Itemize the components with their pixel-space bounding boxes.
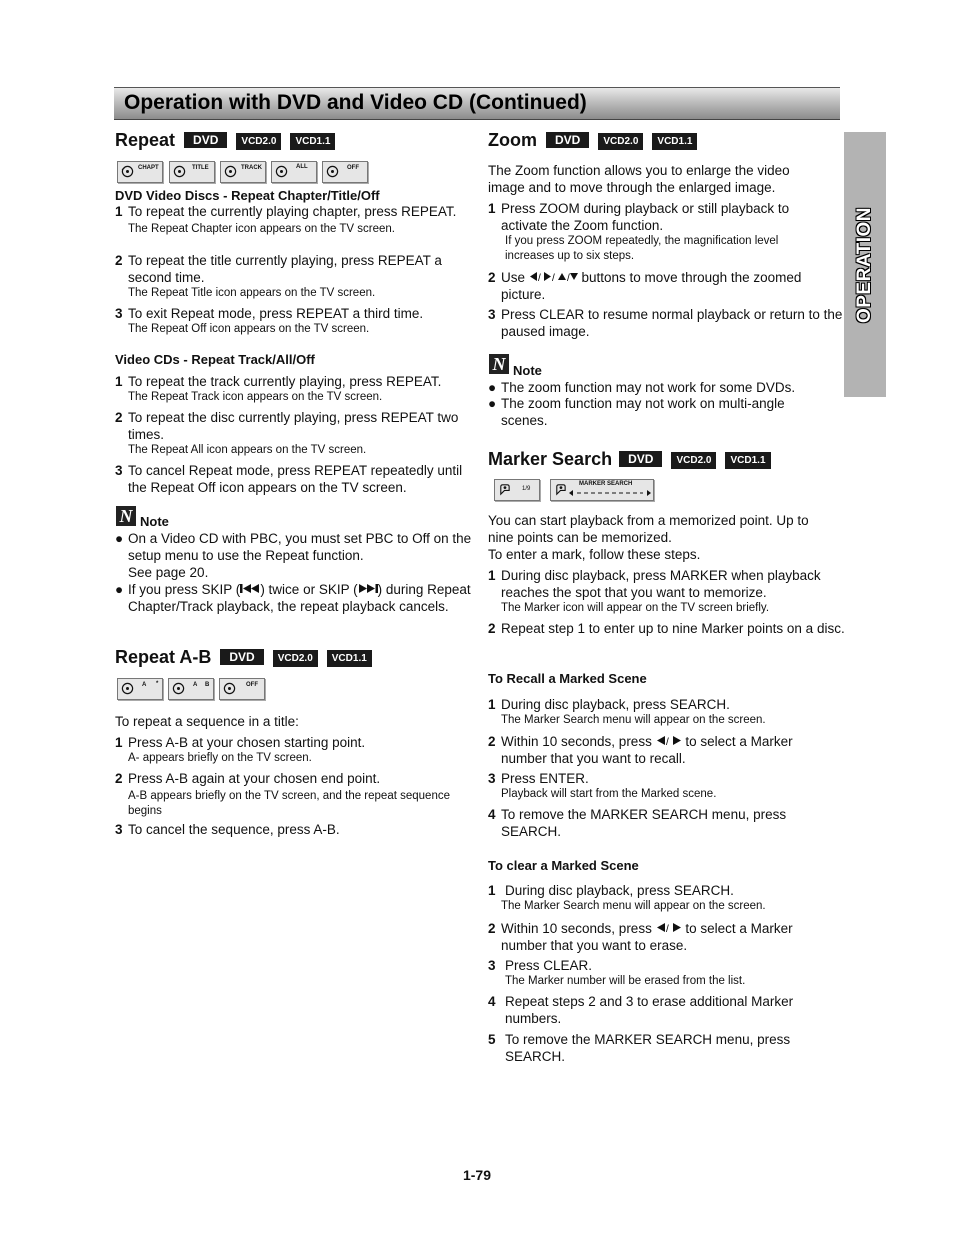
- repeat-disc-icon: [275, 165, 288, 178]
- marker-intro: [488, 512, 833, 563]
- step-text: Press CLEAR to resume normal playback or return to the paused image.: [501, 307, 843, 339]
- note-text: On a Video CD with PBC, you must set PBC to Off on the setup menu to use the Repeat function.: [128, 531, 472, 563]
- osd-marker: [494, 479, 540, 501]
- step: [115, 305, 473, 337]
- bullet-dot: ●: [488, 396, 497, 411]
- dvd-badge: DVD: [619, 451, 662, 467]
- osd-repeat-chapter: [117, 161, 163, 183]
- repeat-disc-icon: [326, 165, 339, 178]
- side-tab: [844, 132, 886, 397]
- step-note: The Repeat Title icon appears on the TV screen.: [128, 287, 376, 299]
- step-number: 1: [115, 204, 123, 219]
- step-note: A- appears briefly on the TV screen.: [128, 752, 312, 764]
- osd-repeat-off: [322, 161, 368, 183]
- skip-back-icon: [240, 583, 260, 594]
- repeat-ab-heading: [115, 647, 372, 668]
- zoom-heading: [488, 130, 697, 151]
- note-text: ) during Repeat Chapter/Track playback, the repeat playback cancels.: [128, 582, 471, 614]
- step: [488, 620, 846, 637]
- step-number: 3: [488, 771, 496, 786]
- note-icon: N: [489, 354, 509, 374]
- note-label: Note: [513, 363, 542, 378]
- step-number: 3: [488, 958, 496, 973]
- recall-subheading: To Recall a Marked Scene: [488, 671, 647, 686]
- note-text: ) twice or SKIP (: [260, 582, 358, 597]
- marker-intro-text: You can start playback from a memorized point. Up to nine points can be memorized.: [488, 513, 809, 545]
- step-text: During disc playback, press SEARCH.: [505, 883, 734, 898]
- step-text: Repeat steps 2 and 3 to erase additional Marker numbers.: [505, 994, 794, 1026]
- step: [488, 567, 851, 616]
- step-number: 1: [115, 374, 123, 389]
- osd-repeat-track: [220, 161, 266, 183]
- marker-icon: [498, 483, 511, 496]
- step-note: The Repeat Chapter icon appears on the TV screen.: [128, 223, 396, 235]
- step-text: Press A-B again at your chosen end point.: [128, 771, 381, 786]
- marker-intro-text: To enter a mark, follow these steps.: [488, 547, 701, 562]
- step: [488, 733, 831, 767]
- vcd11-badge: VCD1.1: [725, 452, 770, 469]
- note-text: The zoom function may not work on multi-angle scenes.: [501, 396, 785, 428]
- step-text: To repeat the currently playing chapter, press REPEAT.: [128, 204, 457, 219]
- step-text: To repeat the title currently playing, press REPEAT a second time.: [128, 253, 442, 285]
- repeat-disc-icon: [224, 165, 237, 178]
- step-note: If you press ZOOM repeatedly, the magnification level increases up to six steps.: [505, 235, 779, 262]
- step-number: 3: [115, 463, 123, 478]
- step-text: Within 10 seconds, press: [501, 734, 656, 749]
- step: [488, 806, 831, 840]
- step-note: The Marker Search menu will appear on the screen.: [501, 900, 766, 912]
- step-text: To repeat the disc currently playing, press REPEAT two times.: [128, 410, 459, 442]
- step-number: 2: [488, 270, 496, 285]
- repeat-disc-icon: [172, 682, 185, 695]
- osd-label: ALL: [296, 164, 308, 170]
- step-number: 2: [115, 253, 123, 268]
- step-text: During disc playback, press MARKER when playback reaches the spot that you want to memorize.: [501, 568, 821, 600]
- page-number: 1-79: [462, 1167, 492, 1183]
- repeat-heading: [115, 130, 335, 151]
- step-text: During disc playback, press SEARCH.: [501, 697, 730, 712]
- svg-text:/: /: [537, 273, 541, 282]
- osd-marker-search: [550, 479, 654, 501]
- repeat-disc-icon: [173, 165, 186, 178]
- step-note: The Marker icon will appear on the TV screen briefly.: [501, 602, 770, 614]
- marker-search-heading: [488, 449, 771, 470]
- step: [488, 920, 831, 954]
- note-text: See page 20.: [128, 565, 209, 580]
- step-note: The Repeat Track icon appears on the TV screen.: [128, 391, 383, 403]
- step-text: Press CLEAR.: [505, 958, 593, 973]
- step: [488, 1031, 831, 1065]
- step-note: The Marker number will be erased from the list.: [505, 975, 746, 987]
- step-note: The Repeat All icon appears on the TV screen.: [128, 444, 367, 456]
- osd-label: OFF: [246, 682, 258, 688]
- note-bullet: [488, 379, 846, 396]
- vcd20-badge: VCD2.0: [671, 452, 716, 469]
- step: [115, 821, 473, 838]
- vcd20-badge: VCD2.0: [598, 133, 643, 150]
- repeat-dvd-subheading: DVD Video Discs - Repeat Chapter/Title/Off: [115, 188, 380, 203]
- osd-label: OFF: [347, 165, 359, 171]
- note-label: Note: [140, 514, 169, 529]
- step: [488, 306, 851, 340]
- step-text: Press ZOOM during playback or still playback to activate the Zoom function.: [501, 201, 790, 233]
- step-number: 2: [488, 621, 496, 636]
- step-number: 5: [488, 1032, 496, 1047]
- step: [488, 269, 837, 303]
- repeat-heading-text: Repeat: [115, 130, 176, 150]
- step-text: To exit Repeat mode, press REPEAT a third time.: [128, 306, 424, 321]
- vcd20-badge: VCD2.0: [273, 650, 318, 667]
- step-text: To cancel Repeat mode, press REPEAT repeatedly until the Repeat Off icon appears on the TV screen.: [128, 463, 463, 495]
- repeat-disc-icon: [223, 682, 236, 695]
- left-right-arrows-icon: [656, 922, 682, 933]
- marker-list-icon: [569, 489, 651, 497]
- osd-repeat-ab-off: [219, 678, 265, 700]
- step-number: 2: [115, 771, 123, 786]
- repeat-ab-intro: To repeat a sequence in a title:: [115, 714, 299, 729]
- step: [488, 993, 831, 1027]
- step-number: 1: [488, 883, 496, 898]
- page-title-bar: [114, 87, 840, 120]
- step-note: Playback will start from the Marked scene.: [501, 788, 717, 800]
- step-text: To cancel the sequence, press A-B.: [128, 822, 340, 837]
- step-text: Repeat step 1 to enter up to nine Marker points on a disc.: [501, 621, 845, 636]
- osd-label: *: [156, 681, 159, 687]
- osd-label: B: [205, 682, 210, 688]
- step-note: The Repeat Off icon appears on the TV screen.: [128, 323, 370, 335]
- repeat-disc-icon: [121, 682, 134, 695]
- step-number: 2: [488, 734, 496, 749]
- note-bullet: [115, 581, 480, 615]
- svg-text:/: /: [551, 273, 555, 282]
- skip-forward-icon: [358, 583, 378, 594]
- vcd20-badge: VCD2.0: [236, 133, 281, 150]
- vcd11-badge: VCD1.1: [652, 133, 697, 150]
- step-number: 1: [115, 735, 123, 750]
- note-icon: N: [116, 506, 136, 526]
- arrow-buttons-icon: [529, 271, 578, 282]
- osd-label: TITLE: [192, 165, 209, 171]
- svg-text:/: /: [566, 273, 570, 282]
- step: [488, 957, 846, 989]
- zoom-intro: The Zoom function allows you to enlarge the video image and to move through the enlarged image.: [488, 163, 790, 195]
- step-text: To remove the MARKER SEARCH menu, press SEARCH.: [505, 1032, 791, 1064]
- step: [488, 200, 837, 264]
- step-number: 2: [115, 410, 123, 425]
- svg-text:/: /: [665, 737, 669, 746]
- left-right-arrows-icon: [656, 735, 682, 746]
- note-bullet: [115, 530, 480, 581]
- dvd-badge: DVD: [184, 132, 227, 148]
- step: [488, 770, 846, 802]
- step-text: Use: [501, 270, 529, 285]
- step: [115, 409, 473, 458]
- osd-marker-count: 1/9: [522, 486, 531, 492]
- step: [115, 462, 476, 496]
- repeat-ab-heading-text: Repeat A-B: [115, 647, 212, 667]
- osd-label: A: [142, 682, 147, 688]
- step-number: 2: [488, 921, 496, 936]
- step-number: 3: [488, 307, 496, 322]
- step-number: 1: [488, 568, 496, 583]
- step: [488, 696, 846, 728]
- osd-repeat-all: [271, 161, 317, 183]
- vcd11-badge: VCD1.1: [327, 650, 372, 667]
- osd-marker-title: MARKER SEARCH: [579, 481, 633, 487]
- step: [488, 882, 846, 914]
- step: [115, 770, 458, 819]
- side-tab-label: OPERATION: [854, 206, 875, 323]
- note-text: If you press SKIP (: [128, 582, 241, 597]
- step-number: 1: [488, 697, 496, 712]
- step-text: Within 10 seconds, press: [501, 921, 656, 936]
- repeat-vcd-subheading: Video CDs - Repeat Track/All/Off: [115, 352, 315, 367]
- step: [115, 373, 473, 405]
- step-number: 3: [115, 306, 123, 321]
- step-number: 1: [488, 201, 496, 216]
- osd-repeat-title: [169, 161, 215, 183]
- step-text: to select a Marker number that you want to recall.: [501, 734, 793, 766]
- step-note: A-B appears briefly on the TV screen, and the repeat sequence begins: [128, 790, 450, 817]
- step-number: 4: [488, 807, 496, 822]
- bullet-dot: ●: [115, 582, 124, 597]
- bullet-dot: ●: [488, 380, 497, 395]
- vcd11-badge: VCD1.1: [290, 133, 335, 150]
- dvd-badge: DVD: [546, 132, 589, 148]
- osd-repeat-a: [117, 678, 163, 700]
- step: [115, 734, 473, 766]
- step-number: 3: [115, 822, 123, 837]
- step: [115, 203, 473, 237]
- step-text: buttons to move through the zoomed picture.: [501, 270, 802, 302]
- osd-repeat-a-b: [168, 678, 214, 700]
- step-text: to select a Marker number that you want to erase.: [501, 921, 793, 953]
- osd-label: CHAPT: [138, 165, 159, 171]
- step-text: To remove the MARKER SEARCH menu, press SEARCH.: [501, 807, 787, 839]
- dvd-badge: DVD: [220, 649, 263, 665]
- svg-text:/: /: [665, 924, 669, 933]
- osd-label: A: [193, 682, 198, 688]
- page-title: Operation with DVD and Video CD (Continued): [124, 91, 587, 114]
- bullet-dot: ●: [115, 531, 124, 546]
- repeat-disc-icon: [121, 165, 134, 178]
- step: [115, 252, 473, 301]
- step-text: Press ENTER.: [501, 771, 589, 786]
- note-text: The zoom function may not work for some DVDs.: [501, 380, 796, 395]
- marker-icon: [554, 483, 567, 496]
- step-text: Press A-B at your chosen starting point.: [128, 735, 366, 750]
- osd-label: TRACK: [241, 165, 262, 171]
- marker-heading-text: Marker Search: [488, 449, 613, 469]
- step-note: The Marker Search menu will appear on the screen.: [501, 714, 766, 726]
- zoom-heading-text: Zoom: [488, 130, 537, 150]
- step-number: 4: [488, 994, 496, 1009]
- note-bullet: [488, 395, 831, 429]
- clear-subheading: To clear a Marked Scene: [488, 858, 639, 873]
- step-text: To repeat the track currently playing, press REPEAT.: [128, 374, 442, 389]
